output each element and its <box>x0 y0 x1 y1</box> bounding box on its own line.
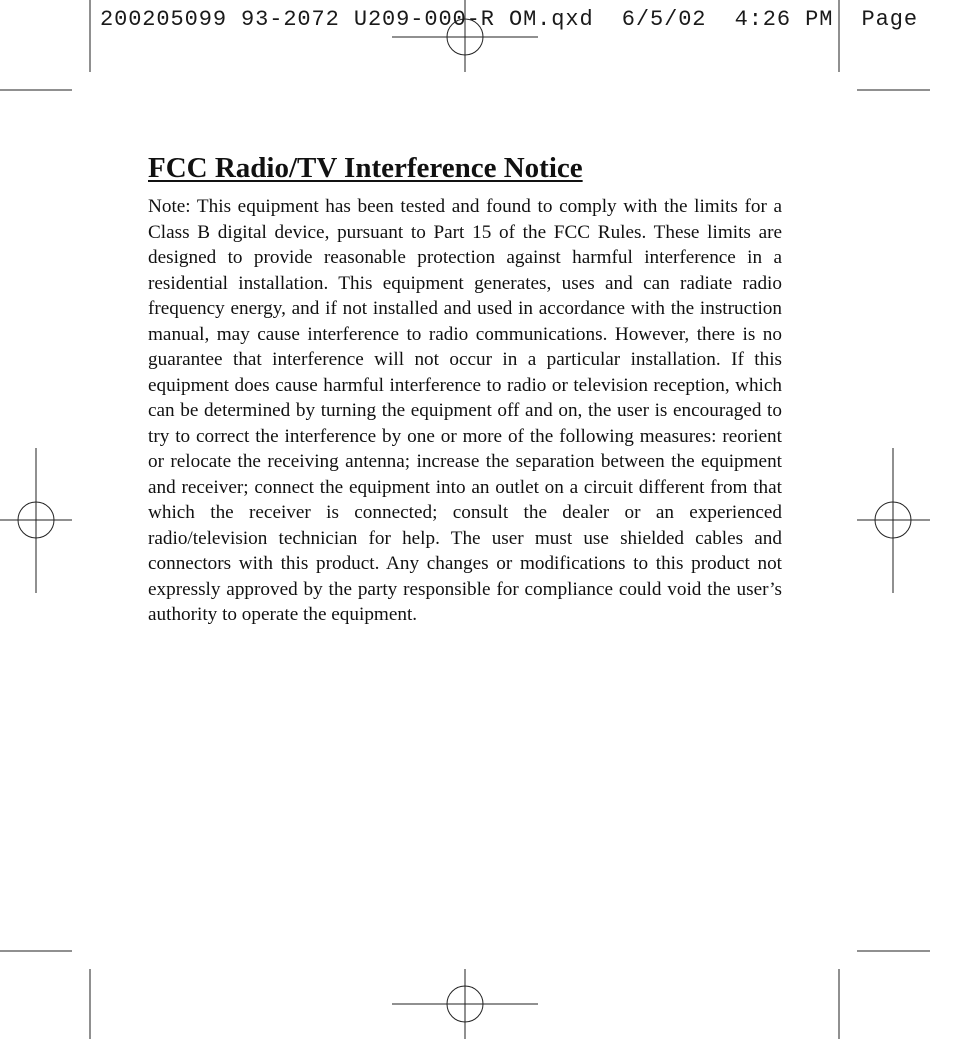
notice-body: Note: This equipment has been tested and found to comply with the limits for a Class B digital device, pursuant to Part 15 of the FCC Rules. These limits are designed to provide reasonable protection against harmful interference in a residential installation. This equipment generates, uses and can radiate radio frequency energy, and if not installed and used in accordance with the instruction manual, may cause interference to radio communications. However, there is no guarantee that interference will not occur in a particular installation. If this equipment does cause harmful interference to radio or television reception, which can be determined by turning the equipment off and on, the user is encouraged to try to correct the interference by one or more of the following measures: reorient or relocate the receiving antenna; increase the separation between the equipment and receiver; connect the equipment into an outlet on a circuit different from that which the receiver is connected; consult the dealer or an experienced radio/television technician for help. The user must use shielded cables and connectors with this product. Any changes or modifications to this product not expressly approved by the party responsible for compliance could void the user’s authority to operate the equipment. <box>148 196 782 625</box>
registration-mark-left <box>0 448 72 593</box>
registration-mark-bottom <box>392 969 538 1039</box>
registration-mark-right <box>857 448 930 593</box>
print-slug-line: 200205099 93-2072 U209-000-R OM.qxd 6/5/02 4:26 PM Page <box>100 7 918 32</box>
notice-title: FCC Radio/TV Interference Notice <box>148 152 583 184</box>
